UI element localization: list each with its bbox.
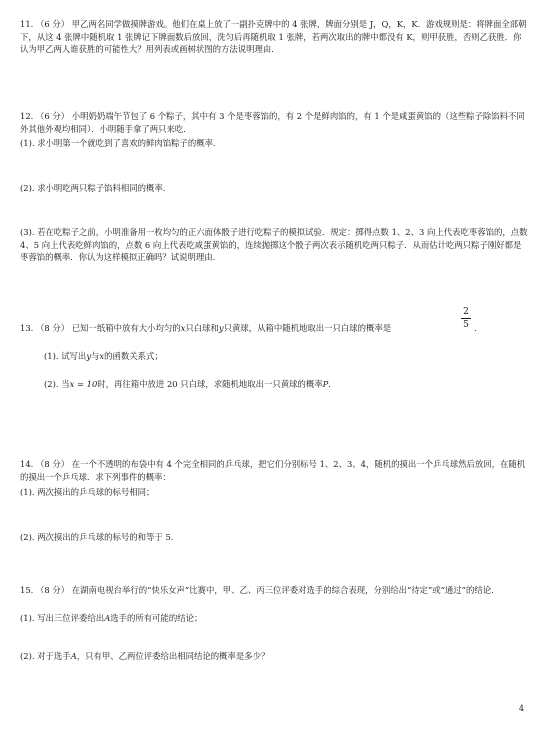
question-12-part-1: (1). 求小明第一个就吃到了喜欢的鲜肉馅粽子的概率． [20,138,222,148]
question-13-part-1 [44,350,163,363]
question-12-part-3: (3). 若在吃粽子之前，小明准备用一枚均匀的正六面体骰子进行吃粽子的模拟试验．规定：掷得点数 1、2、3 向上代表吃枣蓉馅的，点数 4、5 向上代表吃鲜肉馅的，点数 6 向上代表吃咸蛋黄馅的，连续抛掷这个骰子两次表示随机吃两只粽子．从而估计吃两只粽子刚好都是枣蓉馅的概率．你认为这样模拟正确吗？试说明理由． [20,227,528,263]
question-15-part-1-b: 选手的所有可能的结论； [110,613,203,623]
question-14-stem: 14. （8 分） 在一个不透明的布袋中有 4 个完全相同的乒乓球，把它们分别标号 1、2、3、4，随机的摸出一个乒乓球然后放回，在随机的摸出一个乒乓球．求下列事件的概率： [20,459,526,482]
question-11 [20,18,528,56]
fraction-bar [461,318,471,319]
question-13-part-2-end: . [328,379,331,389]
question-15-part-2-b: ，只有甲、乙两位评委给出相同结论的概率是多少？ [76,651,270,661]
question-13-stem-part-c: 只黄球，从箱中随机地取出一只白球的概率是 [223,323,392,333]
question-12-part-2: (2). 求小明吃两只粽子馅料相同的概率． [20,183,172,193]
question-13-part-1-a: (1). 试写出 [44,351,87,361]
question-13-stem-part-b: 只白球和 [185,323,219,333]
equation-x-equals-10: x = 10 [69,379,98,389]
question-15-part-2-a: (2). 对于选手 [20,651,71,661]
variable-a: A [70,651,77,661]
question-13-part-2 [44,378,331,391]
question-14-part-1: (1). 两次摸出的乒乓球的标号相同； [20,487,155,497]
fraction-numerator: 2 [463,307,469,317]
question-13-part-1-c: 的函数关系式； [104,351,163,361]
question-13-part-1-b: 与 [91,351,100,361]
question-14 [20,458,528,483]
question-15 [20,584,528,597]
question-14-part-2: (2). 两次摸出的乒乓球的标号的和等于 5. [20,532,174,542]
question-15-part-1 [20,612,202,625]
question-12-stem: 12. （6 分） 小明奶奶端午节包了 6 个粽子，其中有 3 个是枣蓉馅的，有 2 个是鲜肉馅的，有 1 个是咸蛋黄馅的（这些粽子除馅料不同外其他外观均相同）．小明随手拿了两只来吃． [20,111,525,134]
question-13-stem [20,322,460,335]
variable-y: y [86,351,92,361]
fraction-two-fifths [461,307,471,330]
question-12 [20,110,528,135]
question-13-part-2-a: (2). 当 [44,379,70,389]
question-11-text: 11. （6 分） 甲乙两名同学做摸牌游戏。他们在桌上放了一副扑克牌中的 4 张牌，牌面分别是 J，Q，K，K．游戏规则是：将牌面全部朝下，从这 4 张牌中随机取 1 张牌记下牌面数后放回，洗匀后再随机取 1 张牌，若两次取出的牌中都没有 K，则甲获胜，否则乙获胜．你认为甲乙两人谁获胜的可能性大？用列表或画树状图的方法说明理由． [20,19,527,55]
question-12-part-3-block [20,226,528,264]
question-13-stem-part-a: 13. （8 分） 已知一纸箱中放有大小均匀的 [20,323,181,333]
question-13-stem-end: . [474,323,477,333]
variable-p: P [322,379,329,389]
question-13-part-2-b: 时，再往箱中放进 20 只白球，求随机地取出一只黄球的概率 [97,379,323,389]
question-15-part-1-a: (1). 写出三位评委给出 [20,613,105,623]
variable-x: x [180,323,186,333]
page-number: 4 [518,704,524,713]
variable-x: x [99,351,105,361]
fraction-denominator: 5 [463,320,469,330]
variable-y: y [218,323,224,333]
variable-a: A [104,613,111,623]
question-15-part-2 [20,650,269,663]
question-15-stem: 15. （8 分） 在湖南电视台举行的“快乐女声”比赛中，甲、乙、丙三位评委对选手的综合表现，分别给出“待定”或“通过”的结论． [20,585,500,595]
